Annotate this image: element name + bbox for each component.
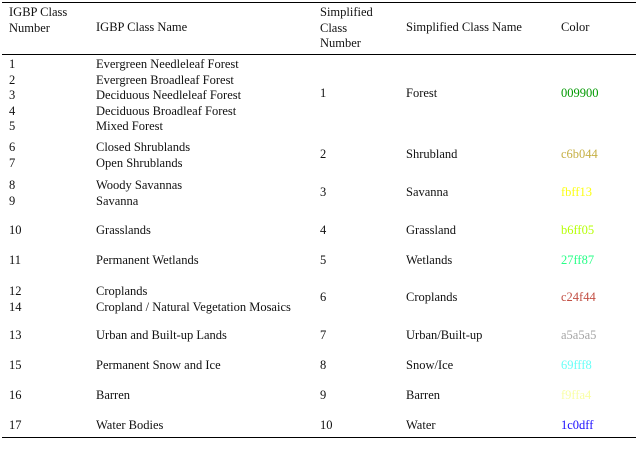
igbp-class-name: Urban and Built-up Lands [96, 328, 227, 343]
color-code: a5a5a5 [561, 328, 597, 343]
bottom-rule [2, 437, 636, 438]
color-code: 1c0dff [561, 418, 594, 433]
color-code: fbff13 [561, 185, 593, 200]
igbp-class-name: Cropland / Natural Vegetation Mosaics [96, 299, 291, 314]
igbp-class-number: 16 [9, 388, 22, 403]
igbp-class-number: 1 [9, 57, 16, 71]
color-code: f9ffa4 [561, 388, 592, 403]
simplified-class-name: Savanna [406, 185, 449, 200]
igbp-class-number: 13 [9, 328, 22, 343]
igbp-class-name: Permanent Snow and Ice [96, 358, 221, 373]
color-code: 27ff87 [561, 253, 595, 268]
simplified-class-name: Forest [406, 86, 438, 101]
top-rule [2, 2, 636, 3]
simplified-class-name: Barren [406, 388, 441, 403]
simplified-class-number: 4 [320, 223, 327, 238]
igbp-class-number: 3 [9, 88, 16, 102]
simplified-class-number: 10 [320, 418, 333, 433]
simplified-class-number: 5 [320, 253, 327, 268]
simplified-class-name: Shrubland [406, 147, 458, 162]
simplified-class-number: 7 [320, 328, 327, 343]
color-code: c6b044 [561, 147, 598, 162]
color-code: c24f44 [561, 290, 596, 305]
simplified-class-number: 3 [320, 185, 327, 200]
igbp-class-name: Water Bodies [96, 418, 164, 433]
igbp-class-number: 2 [9, 72, 16, 87]
simplified-class-name: Water [406, 418, 436, 433]
header-simplified-class-name: Simplified Class Name [406, 20, 522, 34]
simplified-class-name: Croplands [406, 290, 458, 305]
igbp-class-name: Closed Shrublands [96, 140, 191, 154]
igbp-class-name: Open Shrublands [96, 155, 183, 170]
color-code: 69fff8 [561, 358, 592, 373]
igbp-class-number: 17 [9, 418, 22, 433]
simplified-class-name: Snow/Ice [406, 358, 454, 373]
igbp-class-name: Savanna [96, 193, 139, 208]
simplified-class-number: 9 [320, 388, 327, 403]
igbp-class-number: 10 [9, 223, 22, 238]
header-igbp-class-number: IGBP Class Number [9, 5, 68, 35]
simplified-class-name: Grassland [406, 223, 456, 238]
igbp-class-number: 4 [9, 103, 16, 118]
igbp-class-name: Deciduous Needleleaf Forest [96, 88, 242, 102]
header-simplified-class-number: Simplified Class Number [320, 5, 373, 50]
igbp-class-name: Deciduous Broadleaf Forest [96, 103, 237, 118]
igbp-class-name: Evergreen Needleleaf Forest [96, 57, 239, 71]
igbp-class-number: 9 [9, 193, 16, 208]
simplified-class-number: 8 [320, 358, 327, 373]
igbp-class-number: 5 [9, 119, 16, 133]
igbp-class-name: Grasslands [96, 223, 151, 238]
simplified-class-number: 2 [320, 147, 327, 162]
igbp-class-number: 15 [9, 358, 22, 373]
simplified-class-name: Wetlands [406, 253, 453, 268]
igbp-class-name: Evergreen Broadleaf Forest [96, 72, 234, 87]
igbp-class-name: Woody Savannas [96, 178, 183, 192]
header-color: Color [561, 20, 590, 34]
igbp-class-number: 8 [9, 178, 16, 192]
color-code: 009900 [561, 86, 599, 101]
igbp-class-name: Mixed Forest [96, 119, 164, 133]
simplified-class-name: Urban/Built-up [406, 328, 483, 343]
igbp-class-name: Croplands [96, 284, 148, 298]
igbp-class-name: Permanent Wetlands [96, 253, 199, 268]
igbp-class-number: 6 [9, 140, 16, 154]
simplified-class-number: 1 [320, 86, 327, 101]
color-code: b6ff05 [561, 223, 595, 238]
igbp-class-number: 7 [9, 155, 16, 170]
igbp-class-number: 12 [9, 284, 22, 298]
igbp-class-name: Barren [96, 388, 131, 403]
header-igbp-class-name: IGBP Class Name [96, 20, 188, 34]
header-rule [2, 54, 636, 55]
simplified-class-number: 6 [320, 290, 327, 305]
igbp-class-number: 11 [9, 253, 22, 268]
igbp-class-number: 14 [9, 299, 22, 314]
